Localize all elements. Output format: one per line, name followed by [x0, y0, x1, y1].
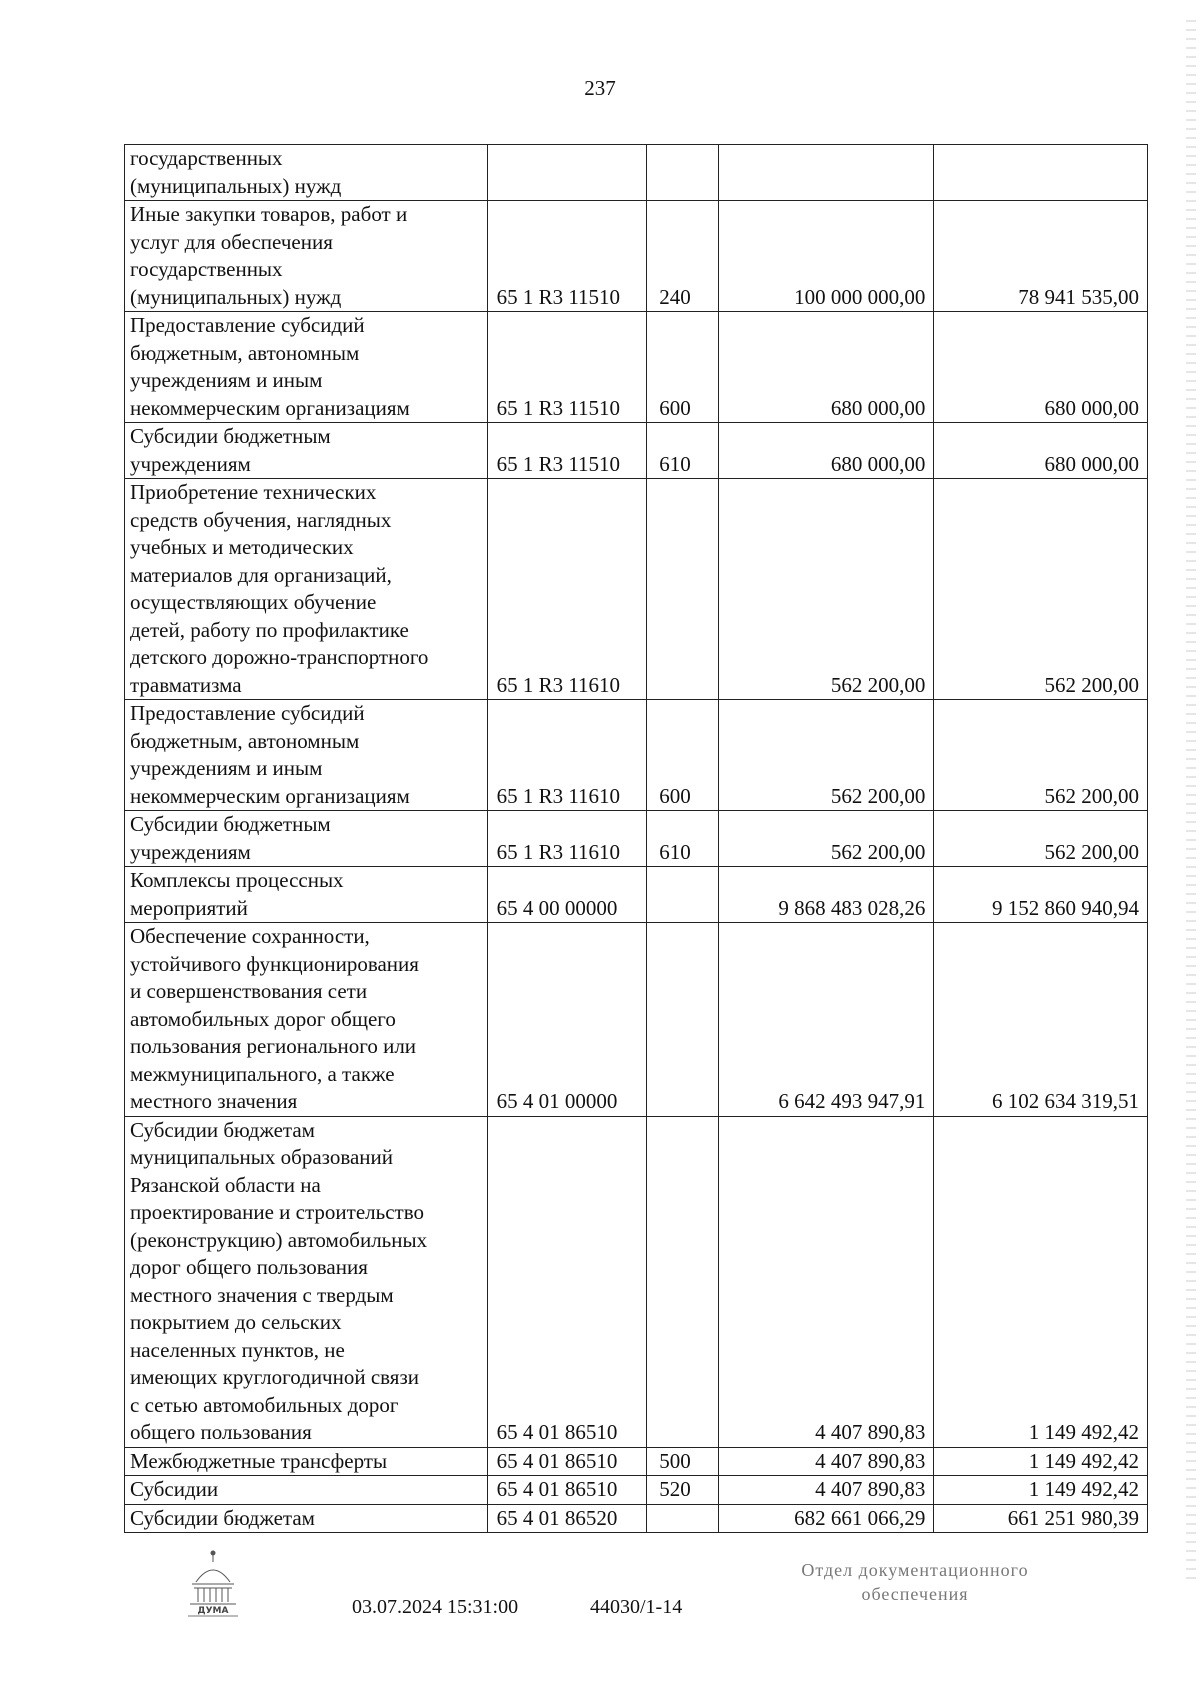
cell-name: Иные закупки товаров, работ и услуг для обеспечения государственных (муниципальных) нужд	[125, 201, 488, 312]
cell-name: Приобретение технических средств обучения, наглядных учебных и методических материалов для организаций, осуществляющих обучение детей, работу по профилактике детского дорожно-транспортного травматизма	[125, 479, 488, 700]
cell-name: государственных (муниципальных) нужд	[125, 145, 488, 201]
footer-timestamp: 03.07.2024 15:31:00	[352, 1596, 519, 1618]
cell-executed-amount	[934, 145, 1148, 201]
cell-executed-amount: 1 149 492,42	[934, 1447, 1148, 1476]
cell-expense-type: 600	[647, 700, 718, 811]
cell-executed-amount: 9 152 860 940,94	[934, 867, 1148, 923]
cell-executed-amount: 1 149 492,42	[934, 1116, 1148, 1447]
cell-expense-type	[647, 479, 718, 700]
cell-executed-amount: 562 200,00	[934, 700, 1148, 811]
cell-expense-type	[647, 1116, 718, 1447]
cell-target-code: 65 1 R3 11610	[487, 479, 647, 700]
cell-planned-amount: 4 407 890,83	[718, 1476, 934, 1505]
table-row	[125, 811, 1148, 867]
cell-expense-type	[647, 1504, 718, 1533]
cell-target-code: 65 1 R3 11510	[487, 312, 647, 423]
cell-planned-amount	[718, 145, 934, 201]
table-row	[125, 423, 1148, 479]
table-row	[125, 700, 1148, 811]
cell-name: Предоставление субсидий бюджетным, автономным учреждениям и иным некоммерческим организациям	[125, 312, 488, 423]
cell-target-code: 65 1 R3 11610	[487, 811, 647, 867]
table-row	[125, 201, 1148, 312]
cell-target-code: 65 4 01 86510	[487, 1476, 647, 1505]
cell-executed-amount: 78 941 535,00	[934, 201, 1148, 312]
cell-target-code: 65 4 01 86520	[487, 1504, 647, 1533]
duma-seal-logo	[182, 1548, 244, 1620]
cell-expense-type	[647, 145, 718, 201]
cell-expense-type: 240	[647, 201, 718, 312]
cell-executed-amount: 562 200,00	[934, 811, 1148, 867]
cell-expense-type: 520	[647, 1476, 718, 1505]
department-stamp-text: Отдел документационного обеспечения	[801, 1560, 1029, 1604]
cell-target-code	[487, 145, 647, 201]
cell-planned-amount: 562 200,00	[718, 479, 934, 700]
page-number: 237	[584, 76, 616, 100]
budget-table	[124, 144, 1148, 1533]
cell-planned-amount: 4 407 890,83	[718, 1447, 934, 1476]
cell-planned-amount: 682 661 066,29	[718, 1504, 934, 1533]
cell-planned-amount: 9 868 483 028,26	[718, 867, 934, 923]
cell-target-code: 65 4 01 86510	[487, 1116, 647, 1447]
department-stamp	[760, 1558, 1070, 1606]
table-row	[125, 145, 1148, 201]
cell-name: Межбюджетные трансферты	[125, 1447, 488, 1476]
cell-executed-amount: 1 149 492,42	[934, 1476, 1148, 1505]
cell-planned-amount: 680 000,00	[718, 423, 934, 479]
cell-name: Субсидии	[125, 1476, 488, 1505]
cell-name: Обеспечение сохранности, устойчивого функционирования и совершенствования сети автомобильных дорог общего пользования регионального или межмуниципального, а также местного значения	[125, 923, 488, 1117]
scan-margin-artifact	[1186, 20, 1196, 1580]
cell-name: Субсидии бюджетным учреждениям	[125, 811, 488, 867]
table-row	[125, 312, 1148, 423]
table-body	[125, 145, 1148, 1533]
cell-name: Комплексы процессных мероприятий	[125, 867, 488, 923]
cell-planned-amount: 6 642 493 947,91	[718, 923, 934, 1117]
cell-executed-amount: 680 000,00	[934, 312, 1148, 423]
cell-target-code: 65 1 R3 11610	[487, 700, 647, 811]
cell-planned-amount: 680 000,00	[718, 312, 934, 423]
cell-expense-type	[647, 923, 718, 1117]
table-row	[125, 1116, 1148, 1447]
cell-planned-amount: 4 407 890,83	[718, 1116, 934, 1447]
cell-executed-amount: 680 000,00	[934, 423, 1148, 479]
table-row	[125, 867, 1148, 923]
table-row	[125, 923, 1148, 1117]
cell-planned-amount: 562 200,00	[718, 811, 934, 867]
cell-executed-amount: 661 251 980,39	[934, 1504, 1148, 1533]
cell-executed-amount: 6 102 634 319,51	[934, 923, 1148, 1117]
cell-target-code: 65 4 01 00000	[487, 923, 647, 1117]
cell-expense-type: 600	[647, 312, 718, 423]
table-row	[125, 1447, 1148, 1476]
cell-executed-amount: 562 200,00	[934, 479, 1148, 700]
cell-name: Предоставление субсидий бюджетным, автономным учреждениям и иным некоммерческим организациям	[125, 700, 488, 811]
cell-planned-amount: 562 200,00	[718, 700, 934, 811]
cell-name: Субсидии бюджетным учреждениям	[125, 423, 488, 479]
table-row	[125, 1504, 1148, 1533]
cell-name: Субсидии бюджетам муниципальных образований Рязанской области на проектирование и строительство (реконструкцию) автомобильных дорог общего пользования местного значения с твердым покрытием до сельских населенных пунктов, не имеющих круглогодичной связи с сетью автомобильных дорог общего пользования	[125, 1116, 488, 1447]
cell-expense-type	[647, 867, 718, 923]
cell-target-code: 65 4 01 86510	[487, 1447, 647, 1476]
cell-expense-type: 610	[647, 423, 718, 479]
cell-target-code: 65 4 00 00000	[487, 867, 647, 923]
cell-expense-type: 610	[647, 811, 718, 867]
cell-expense-type: 500	[647, 1447, 718, 1476]
footer-registration-number: 44030/1-14	[590, 1596, 683, 1618]
table-row	[125, 479, 1148, 700]
cell-target-code: 65 1 R3 11510	[487, 423, 647, 479]
cell-planned-amount: 100 000 000,00	[718, 201, 934, 312]
table-row	[125, 1476, 1148, 1505]
cell-target-code: 65 1 R3 11510	[487, 201, 647, 312]
cell-name: Субсидии бюджетам	[125, 1504, 488, 1533]
duma-seal-text: ДУМА	[197, 1606, 229, 1616]
